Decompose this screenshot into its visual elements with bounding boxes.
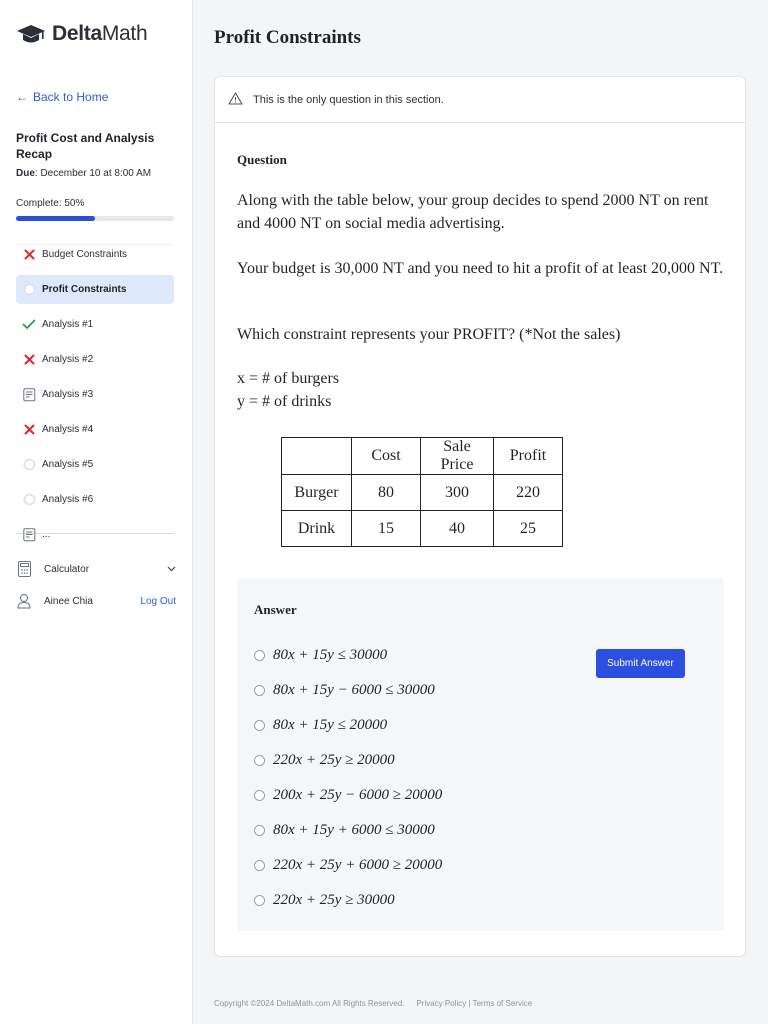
table-cell: 40 [421,511,494,547]
completion-label: Complete: 50% [16,198,85,209]
sidebar-item-label: ... [42,529,51,540]
table-header-cell: Cost [352,438,421,475]
sidebar-item-question[interactable] [16,520,174,549]
sidebar-item-question[interactable] [16,415,174,444]
assignment-title: Profit Cost and Analysis Recap [16,131,155,161]
question-list[interactable] [16,244,174,540]
radio-button[interactable] [254,650,265,661]
due-date: Due: December 10 at 8:00 AM [16,168,152,179]
answer-option-text: 220x + 25y ≥ 30000 [273,892,395,908]
section-notice [215,77,745,123]
table-row [282,475,563,511]
answer-option-text: 80x + 15y − 6000 ≤ 30000 [273,682,435,698]
radio-button[interactable] [254,790,265,801]
sidebar-item-label: Analysis #6 [42,494,94,505]
sidebar-item-question[interactable] [16,450,174,479]
variable-x-definition: x = # of burgers [237,370,340,387]
table-cell: 80 [352,475,421,511]
footer-links[interactable]: Privacy Policy | Terms of Service [416,999,533,1008]
question-label: Question [237,152,287,167]
circle-icon [22,458,36,472]
answer-box [237,578,724,931]
back-to-home-label: Back to Home [33,90,109,104]
question-paragraph-1: Along with the table below, your group decides to spend 2000 NT on rent and 4000 NT on social media advertising. [237,192,709,232]
answer-label: Answer [254,602,297,617]
answer-option[interactable] [254,787,442,804]
radio-button[interactable] [254,860,265,871]
answer-option-text: 80x + 15y ≤ 20000 [273,717,388,733]
table-cell: Drink [282,511,352,547]
sidebar-item-question[interactable] [16,275,174,304]
calculator-toggle[interactable] [16,558,176,580]
answer-option[interactable] [254,857,442,874]
table-row [282,511,563,547]
answer-option[interactable] [254,892,395,909]
checkmark-icon [22,318,36,332]
user-name: Ainee Chia [44,595,93,607]
sidebar [0,0,193,1024]
submit-answer-button[interactable]: Submit Answer [596,649,685,678]
radio-button[interactable] [254,755,265,766]
circle-icon [22,493,36,507]
back-to-home-link[interactable] [16,90,108,104]
answer-option[interactable] [254,822,435,839]
answer-option-text: 220x + 25y ≥ 20000 [273,752,395,768]
copyright-text: Copyright ©2024 DeltaMath.com All Rights Reserved. [214,999,405,1008]
sidebar-item-label: Analysis #2 [42,354,94,365]
sidebar-item-question[interactable] [16,380,174,409]
table-header-cell: Profit [494,438,563,475]
graduation-cap-icon [16,22,46,46]
progress-fill [16,216,95,221]
sidebar-item-label: Analysis #4 [42,424,94,435]
circle-icon [22,283,36,297]
table-header-cell: Sale Price [421,438,494,475]
table-header-row [282,438,563,475]
calculator-label: Calculator [44,563,90,575]
answer-option[interactable] [254,682,435,699]
sidebar-item-question[interactable] [16,310,174,339]
radio-button[interactable] [254,685,265,696]
answer-option[interactable] [254,752,395,769]
answer-option-text: 80x + 15y + 6000 ≤ 30000 [273,822,435,838]
logo-text: DeltaMath [52,22,148,45]
x-mark-icon [22,248,36,262]
chevron-down-icon[interactable] [167,564,176,575]
question-paragraph-3: Which constraint represents your PROFIT? (*Not the sales) [237,326,621,343]
document-icon [22,528,36,542]
table-cell: 15 [352,511,421,547]
answer-option[interactable] [254,647,387,664]
completion-progress-bar [16,216,174,221]
sidebar-item-label: Budget Constraints [42,249,128,260]
radio-button[interactable] [254,895,265,906]
answer-option-text: 200x + 25y − 6000 ≥ 20000 [273,787,443,803]
sidebar-item-question[interactable] [16,240,174,269]
user-icon [16,593,32,609]
sidebar-item-label: Analysis #5 [42,459,94,470]
sidebar-tools [16,558,176,622]
answer-option[interactable] [254,717,387,734]
sidebar-item-question[interactable] [16,345,174,374]
deltamath-logo[interactable] [16,22,147,46]
sidebar-item-label: Profit Constraints [42,284,127,295]
sidebar-item-label: Analysis #3 [42,389,94,400]
x-mark-icon [22,423,36,437]
question-paragraph-2: Your budget is 30,000 NT and you need to hit a profit of at least 20,000 NT. [237,260,724,277]
x-mark-icon [22,353,36,367]
notice-text: This is the only question in this section. [253,93,444,106]
answer-option-text: 80x + 15y ≤ 30000 [273,647,388,663]
logout-link[interactable]: Log Out [140,595,176,607]
answer-option-text: 220x + 25y + 6000 ≥ 20000 [273,857,443,873]
radio-button[interactable] [254,720,265,731]
arrow-left-icon: ← [16,90,28,104]
question-card [214,76,746,957]
price-table [281,437,563,547]
radio-button[interactable] [254,825,265,836]
variable-y-definition: y = # of drinks [237,393,332,410]
sidebar-item-question[interactable] [16,485,174,514]
sidebar-item-label: Analysis #1 [42,319,94,330]
table-cell: 220 [494,475,563,511]
table-header-cell [282,438,352,475]
footer [214,999,532,1008]
calculator-icon [16,561,32,577]
document-icon [22,388,36,402]
warning-icon [228,92,243,108]
table-cell: Burger [282,475,352,511]
table-cell: 25 [494,511,563,547]
page-title: Profit Constraints [214,27,361,48]
user-row [16,590,176,612]
table-cell: 300 [421,475,494,511]
